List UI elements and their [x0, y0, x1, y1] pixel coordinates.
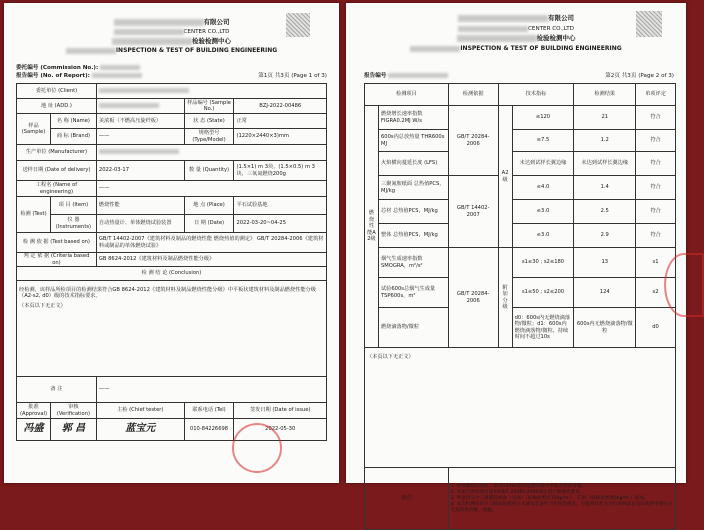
row-eval: 符合 — [636, 176, 676, 200]
table-row — [365, 200, 676, 224]
engineering-value: —— — [96, 181, 326, 197]
table-row — [365, 176, 676, 200]
item-label: 项 目 (Item) — [50, 197, 96, 215]
verification-signature: 郭 昌 — [50, 419, 96, 441]
row-basis: GB/T 20284-2006 — [448, 106, 498, 176]
brand-value: —— — [96, 129, 184, 145]
instruments-label: 仪 器 (Instruments) — [50, 215, 96, 233]
chief-tester-signature: 蓝宝元 — [96, 419, 184, 441]
table-row — [365, 248, 676, 278]
row-eval: 符合 — [636, 106, 676, 130]
row-basis: GB/T 14402-2007 — [448, 176, 498, 248]
state-value: 正常 — [234, 114, 327, 129]
row-grade: A2级 — [498, 106, 512, 248]
row-index: d0：600s内无燃烧滴落物/微粒；d1：600s内燃烧滴落物/微粒，持续时间不超过10s — [512, 308, 574, 348]
row-item: 火焰横向蔓延长度 (LFS) — [378, 152, 448, 176]
row-result: 13 — [574, 248, 636, 278]
commission-number: 委托编号 (Commission No.): — [16, 65, 140, 72]
note-item: 3. 所送样品中三聚氰胺纸面（双面）（标称面密度100g/m²），芯材（标称面密度5kg/m²）构成。 — [450, 495, 649, 501]
address-label: 地 址 (ADD.) — [17, 99, 97, 114]
sample-name-value: 美浓板（不燃高压旋纤板） — [96, 114, 184, 129]
sample-label: 样品 (Sample) — [17, 114, 51, 145]
row-result: 1.2 — [574, 130, 636, 152]
report-info-table — [16, 83, 327, 441]
results-table — [364, 83, 676, 530]
criteria-label: 判 定 依 据 (Criteria based on) — [17, 253, 97, 267]
row-index: ≤120 — [512, 106, 574, 130]
basis-value: GB/T 14402-2007《建筑材料及制品的燃烧性能 燃烧热值的测定》 GB/T 20284-2006《建筑材料或制品的单体燃烧试验》 — [96, 233, 326, 253]
sample-name-label: 名 称 (Name) — [50, 114, 96, 129]
row-item: 600s内总放热量 THR600s MJ — [378, 130, 448, 152]
inst-name-en: INSPECTION & TEST OF BUILDING ENGINEERING — [346, 45, 686, 53]
row-item: 燃烧滴落物/微粒 — [378, 308, 448, 348]
chief-tester-label: 主检 (Chief tester) — [96, 403, 184, 419]
row-item: 整体 总热值PCS，MJ/kg — [378, 224, 448, 248]
table-row — [365, 308, 676, 348]
row-result: 2.5 — [574, 200, 636, 224]
address-value — [96, 99, 184, 114]
approval-label: 批准 (Approval) — [17, 403, 51, 419]
delivery-date-value: 2022-03-17 — [96, 161, 184, 181]
notes-body — [448, 468, 675, 530]
contact-value: 010-84226698 — [184, 419, 234, 441]
row-index: ≤4.0 — [512, 176, 574, 200]
place-value: 平石试验基地 — [234, 197, 327, 215]
notes-label: 备注 — [365, 468, 449, 530]
table-row — [365, 224, 676, 248]
header-basis: 检测依据 — [448, 84, 498, 106]
manufacturer-label: 生产单位 (Manufacturer) — [17, 145, 97, 161]
row-result: 1.4 — [574, 176, 636, 200]
row-eval: 符合 — [636, 200, 676, 224]
table-row — [365, 278, 676, 308]
row-eval: 符合 — [636, 152, 676, 176]
criteria-value: GB 8624-2012《建筑材料及制品燃烧性能分级》 — [96, 253, 326, 267]
row-eval: 符合 — [636, 224, 676, 248]
lab-name-cn: 检验检测中心 — [4, 37, 339, 45]
brand-label: 商 标 (Brand) — [50, 129, 96, 145]
conclusion-label: 检 测 结 论 (Conclusion) — [17, 267, 327, 281]
manufacturer-value — [96, 145, 326, 161]
client-label: 委托单位 (Client) — [17, 84, 97, 99]
date-value: 2022-03-20~04-25 — [234, 215, 327, 233]
row-item: 三聚氰胺纸面 总热值PCS，MJ/kg — [378, 176, 448, 200]
note-item: 4. 本次检测结果只与制品的使用方式或安装条件下的性能相关，不能将其作为评价该制品在实际使用中潜在火灾危险性的唯一依据。 — [450, 501, 673, 513]
remarks-value: —— — [96, 377, 326, 403]
sample-no-value: BZJ-2022-00486 — [234, 99, 327, 114]
row-result: 600s内无燃烧滴落物/微粒 — [574, 308, 636, 348]
page-indicator: 第1页 共3页 (Page 1 of 3) — [258, 73, 327, 79]
row-eval: d0 — [636, 308, 676, 348]
state-label: 状 态 (State) — [184, 114, 234, 129]
instruments-value: 自动热量计、单体燃烧试验装置 — [96, 215, 184, 233]
report-page-1 — [4, 3, 339, 483]
place-label: 地 点 (Place) — [184, 197, 234, 215]
conclusion-text: 经检测，该样品所检项目的检测结果符合GB 8624-2012《建筑材料及制品燃烧性能分级》中平板状建筑材料及制品燃烧性能分级（A2-s2, d0）级的技术指标要求。 — [19, 287, 316, 300]
remarks-label: 备 注 — [17, 377, 97, 403]
header-index: 技术指标 — [498, 84, 574, 106]
note-item: 1. 单体燃烧试验时，采用12mm厚的硅酸钙板为所检试件的背板。 — [450, 483, 587, 489]
row-result: 未达到试样长翼边缘 — [574, 152, 636, 176]
approval-signature: 冯盛 — [17, 419, 51, 441]
model-value: (1220×2440×3)mm — [234, 129, 327, 145]
quantity-value: (1.5×1) m 3块、(1.5×0.5) m 3块、三氧氮燃烧200g — [234, 161, 327, 181]
official-seal — [664, 253, 704, 317]
row-result: 2.9 — [574, 224, 636, 248]
lab-name-en: CENTER CO.,LTD — [4, 28, 339, 36]
contact-label: 联系电话 (Tel) — [184, 403, 234, 419]
verification-label: 审核 (Verification) — [50, 403, 96, 419]
row-result: 21 — [574, 106, 636, 130]
item-value: 燃烧性能 — [96, 197, 184, 215]
lab-name-en: CENTER CO.,LTD — [346, 25, 686, 33]
report-number: 报告编号 — [364, 73, 448, 80]
basis-label: 检 测 依 据 (Test based on) — [17, 233, 97, 253]
row-eval: s1 — [636, 248, 676, 278]
row-result: 124 — [574, 278, 636, 308]
row-index: s1≤30 ; s2≤180 — [512, 248, 574, 278]
group-label: 燃烧性能A2级 — [365, 106, 379, 348]
report-page-2 — [346, 3, 686, 513]
table-row — [365, 106, 676, 130]
header-item: 检测项目 — [365, 84, 449, 106]
row-index: ≤3.0 — [512, 200, 574, 224]
date-label: 日 期 (Date) — [184, 215, 234, 233]
header-eval: 单项评定 — [636, 84, 676, 106]
sample-no-label: 样品编号 (Sample No.) — [184, 99, 234, 114]
row-item: 燃烧增长速率指数 FIGRA0.2MJ W/s — [378, 106, 448, 130]
blank-note: （本页以下无正文） — [19, 302, 66, 309]
row-eval: 符合 — [636, 130, 676, 152]
row-index: ≤3.0 — [512, 224, 574, 248]
engineering-label: 工程名 (Name of engineering) — [17, 181, 97, 197]
conclusion-body — [17, 281, 327, 377]
row-index: ≤7.5 — [512, 130, 574, 152]
table-row — [365, 130, 676, 152]
row-item: 试验600s总烟气生成量TSP600s，m² — [378, 278, 448, 308]
row-basis: GB/T 20284-2006 — [448, 248, 498, 348]
row-index: s1≤50 ; s2≤200 — [512, 278, 574, 308]
blank-note: （本页以下无正文） — [367, 354, 414, 360]
quantity-label: 数 量 (Quantity) — [184, 161, 234, 181]
company-name: 有限公司 — [4, 18, 339, 26]
row-index: 未达到试样长翼边缘 — [512, 152, 574, 176]
header-result: 检测结果 — [574, 84, 636, 106]
row-item: 芯材 总热值PCS，MJ/kg — [378, 200, 448, 224]
model-label: 规格型号 (Type/Model) — [184, 129, 234, 145]
row-eval: s2 — [636, 278, 676, 308]
row-grade: 附加分级 — [498, 248, 512, 348]
test-label: 检测 (Test) — [17, 197, 51, 233]
note-item: 2. 本报告所检项目适用GB/T 20285-2006规定的产烟毒性要求。 — [450, 489, 585, 495]
issue-date-label: 签发日期 (Date of issue) — [234, 403, 327, 419]
official-seal — [232, 423, 282, 473]
page-indicator: 第2页 共3页 (Page 2 of 3) — [605, 73, 674, 79]
lab-name-cn: 检验检测中心 — [346, 34, 686, 42]
row-item: 烟气生成速率指数 SMOGRA，m²/s² — [378, 248, 448, 278]
blank-area — [365, 348, 676, 468]
report-number: 报告编号 (No. of Report): — [16, 73, 142, 80]
company-name: 有限公司 — [346, 14, 686, 22]
issue-date-value: 2022-05-30 — [234, 419, 327, 441]
table-row — [365, 152, 676, 176]
delivery-date-label: 送样日期 (Date of delivery) — [17, 161, 97, 181]
inst-name-en: INSPECTION & TEST OF BUILDING ENGINEERING — [4, 47, 339, 55]
client-value — [96, 84, 326, 99]
